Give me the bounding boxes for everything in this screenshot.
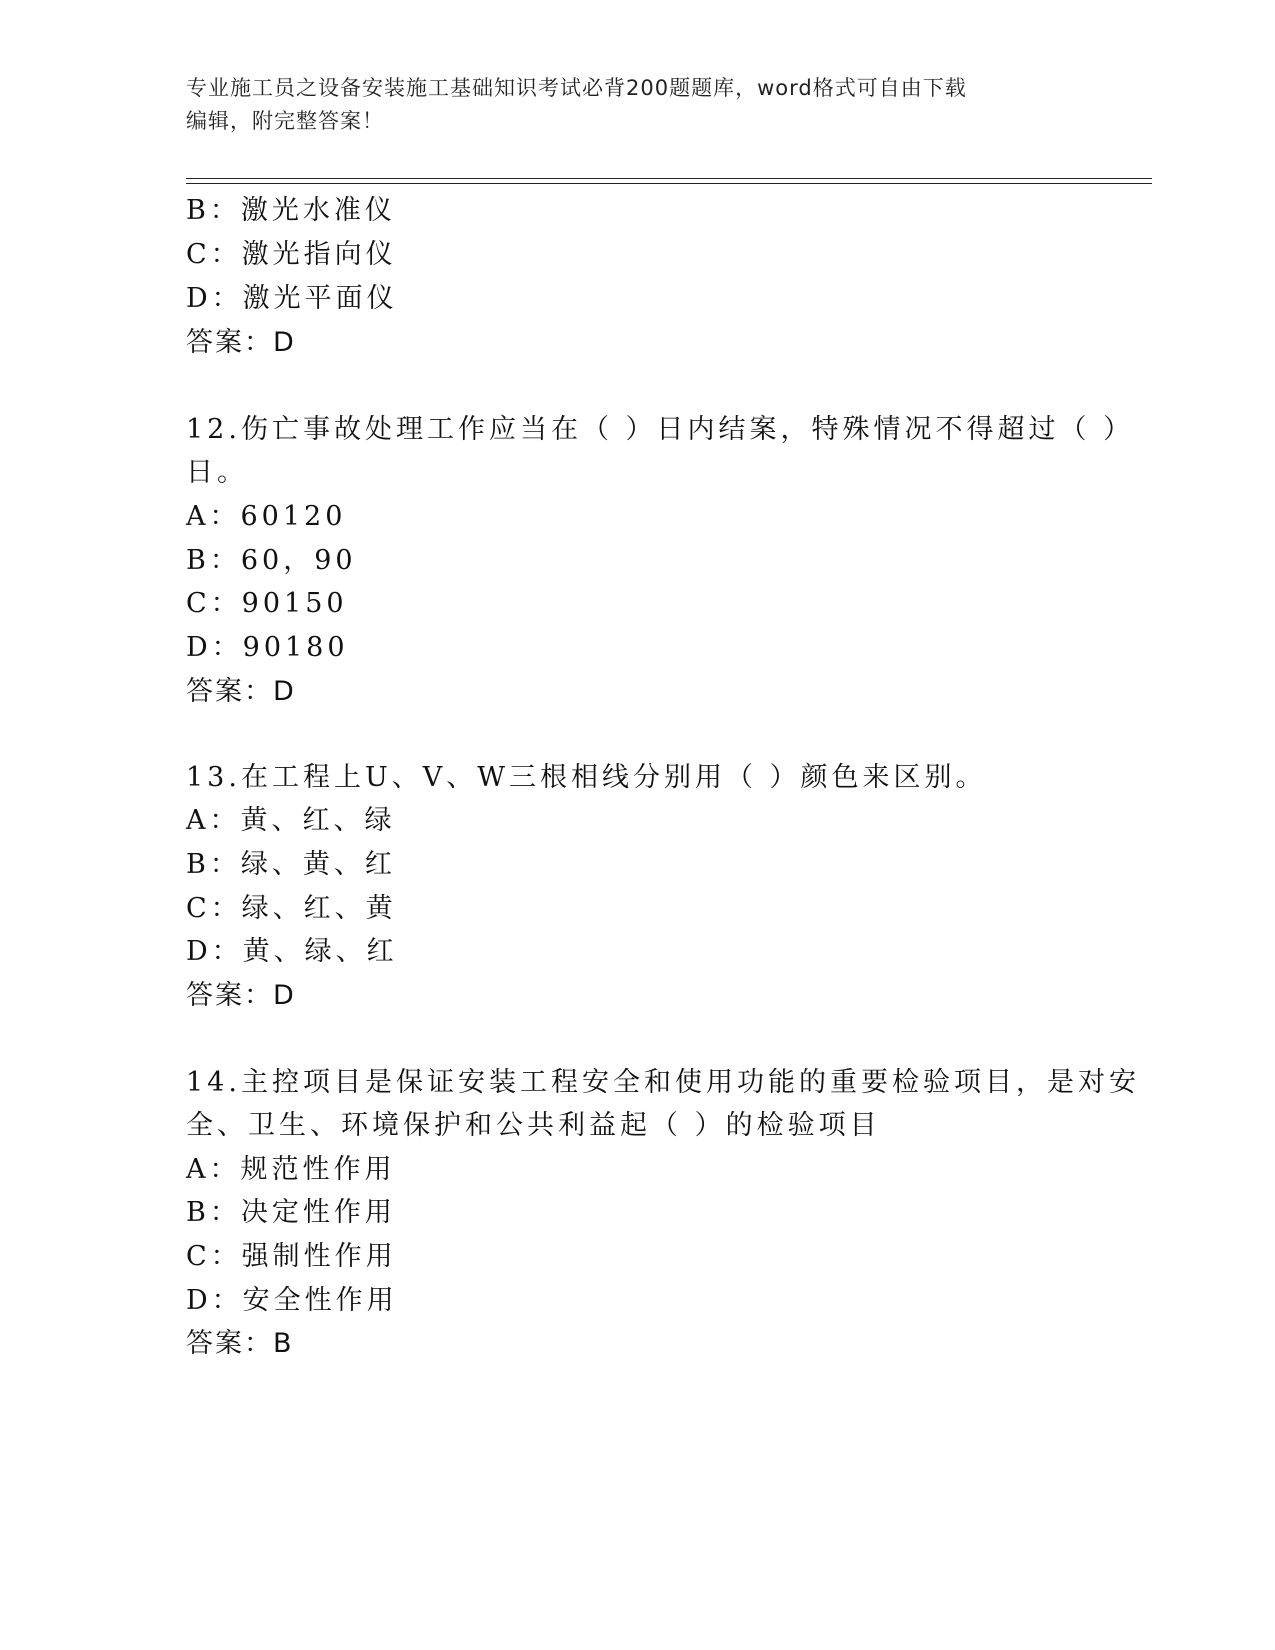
question-stem-line-2: 全、卫生、环境保护和公共利益起（ ）的检验项目 (186, 1110, 881, 1141)
option-b: B：绿、黄、红 (186, 849, 396, 880)
header-divider-top (186, 178, 1152, 179)
question-stem-line-1: 14.主控项目是保证安装工程安全和使用功能的重要检验项目，是对安 (186, 1067, 1140, 1098)
header-title-line-2: 编辑，附完整答案！ (186, 109, 384, 133)
option-a: A：规范性作用 (186, 1154, 396, 1185)
question-stem-line-1: 12.伤亡事故处理工作应当在（ ）日内结案，特殊情况不得超过（ ） (186, 414, 1135, 445)
option-c: C：绿、红、黄 (186, 893, 397, 924)
option-a: A：黄、红、绿 (186, 805, 396, 836)
option-d: D：黄、绿、红 (186, 936, 398, 967)
answer: 答案：B (186, 1328, 294, 1359)
option-c: C：90150 (186, 588, 348, 619)
option-d: D：安全性作用 (186, 1285, 398, 1316)
option-d: D：激光平面仪 (186, 283, 398, 314)
option-b: B：60，90 (186, 545, 357, 576)
answer: 答案：D (186, 327, 296, 358)
question-stem-line-1: 13.在工程上U、V、W三根相线分别用（ ）颜色来区别。 (186, 762, 987, 793)
option-b: B：激光水准仪 (186, 195, 396, 226)
header-divider-bottom (186, 183, 1152, 184)
option-c: C：强制性作用 (186, 1241, 397, 1272)
option-c: C：激光指向仪 (186, 239, 397, 270)
document-header (186, 72, 1076, 138)
question-stem-line-2: 日。 (186, 457, 248, 488)
header-title-line-1: 专业施工员之设备安装施工基础知识考试必背200题题库，word格式可自由下载 (186, 76, 967, 100)
option-b: B：决定性作用 (186, 1197, 396, 1228)
option-a: A：60120 (186, 501, 347, 532)
answer: 答案：D (186, 676, 296, 707)
answer: 答案：D (186, 980, 296, 1011)
option-d: D：90180 (186, 632, 349, 663)
